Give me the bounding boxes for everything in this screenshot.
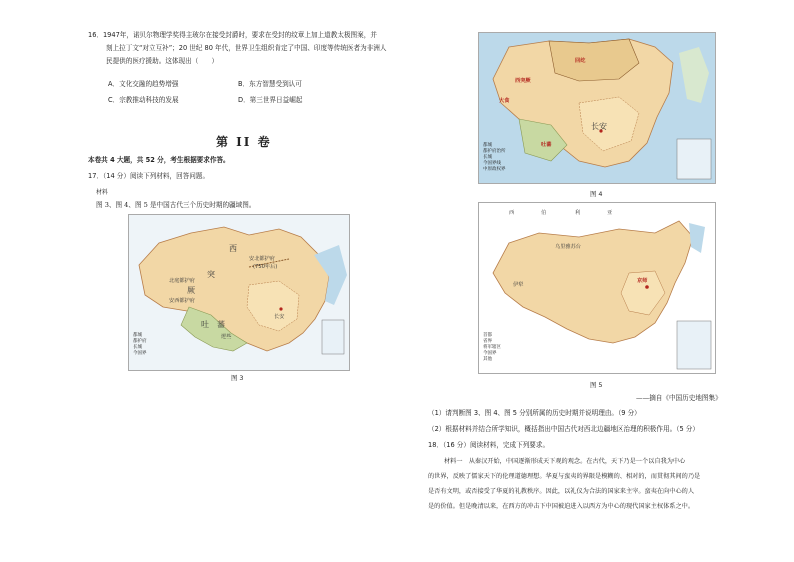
fig5-label-bo: 伯 (541, 210, 547, 216)
q18-para-line: 的世界，反映了儒家天下的伦理道德理想。华夏与蛮夷的界限是模糊的、相对的，而贯彻其间的乃是 (428, 473, 701, 480)
q16-option-d: D．第三世界日益崛起 (238, 96, 303, 104)
q16-line2: 刻上拉丁文“对立互补”；20 世纪 80 年代，世界卫生组织肯定了中国、印度等传统医者为非洲人 (106, 44, 387, 52)
q18-para-line: 是的价值。但是晚清以来，在西方的冲击下中国被迫进入以西方为中心的现代国家主权体系之中。 (428, 503, 695, 510)
fig4-label-dashi: 大食 (499, 98, 510, 104)
fig4-legend-item: 长城 (483, 155, 492, 160)
fig5-legend-item: 将军辖区 (483, 345, 501, 350)
section-instructions: 本卷共 4 大题，共 52 分，考生根据要求作答。 (88, 156, 230, 164)
fig5-caption: 图 5 (590, 381, 603, 389)
q17-sub2: （2）根据材料并结合所学知识，概括指出中国古代对西北边疆地区治理的积极作用。（5 分） (428, 425, 699, 433)
fig5-legend-item: 首都 (483, 333, 492, 338)
fig3-label-changan: 长安 (274, 314, 285, 320)
fig4-legend-item: 中原政权界 (483, 167, 506, 172)
q17-source: ——摘自《中国历史地图集》 (636, 394, 722, 402)
fig3-label-luoxie: 逻些 (221, 334, 232, 340)
fig4-label-west-turk: 西突厥 (515, 78, 531, 84)
fig3-caption: 图 3 (231, 374, 244, 382)
q16-option-b: B．东方智慧受到认可 (238, 80, 302, 88)
fig3-label-anxi: 安西都护府 (169, 298, 195, 304)
q16-option-c: C．宗教推动科技的发展 (108, 96, 179, 104)
fig5-legend (483, 333, 501, 363)
fig3-label-beiting: 北庭都护府 (169, 278, 195, 284)
q18-stem: 18．（16 分）阅读材料，完成下列要求。 (428, 441, 550, 449)
q16-line1: 16．1947年，诺贝尔物理学奖得主玻尔在接受封爵时，要求在受封的纹章上加上道教太极图案，并 (88, 31, 377, 39)
fig3-legend-item: 今国界 (133, 351, 147, 356)
fig3-legend-item: 都护府 (133, 339, 147, 344)
map-figure-5-svg (479, 203, 715, 373)
q16-line3: 民提供的医疗援助。这体现出（ ） (106, 57, 219, 65)
fig4-label-tubo: 吐蕃 (541, 142, 552, 148)
fig5-label-uliastai: 乌里雅苏台 (555, 244, 581, 250)
fig3-label-anbei: 安北都护府 (249, 256, 275, 262)
fig4-legend-item: 都护府治所 (483, 149, 506, 154)
fig4-caption: 图 4 (590, 190, 603, 198)
q17-material-label: 材料 (96, 189, 109, 196)
section-title: 第 II 卷 (216, 135, 272, 149)
map-figure-4 (478, 32, 716, 184)
fig3-label-jue: 厥 (187, 286, 195, 295)
fig5-label-li: 利 (575, 210, 581, 216)
fig3-label-tubo: 吐 蕃 (201, 320, 225, 329)
q18-para-line: 是否有文明，或否接受了华夏的礼教秩序。因此，以礼仪为合法的国家来主宰。蛮夷在向中心的人 (428, 488, 695, 495)
q18-para-line: 材料一 从秦汉开始，中国逐渐形成天下观的观念。在古代，天下乃是一个以自我为中心 (444, 458, 686, 465)
fig5-label-ili: 伊犁 (513, 282, 524, 288)
fig3-label-year: (750年后) (253, 264, 278, 270)
q16-option-a: A．文化交融的趋势增强 (108, 80, 179, 88)
fig3-label-west: 西 (229, 244, 237, 253)
fig3-legend-item: 都城 (133, 333, 142, 338)
fig3-legend (133, 333, 147, 357)
map-figure-5 (478, 202, 716, 374)
map-figure-3 (128, 214, 350, 371)
fig3-legend-item: 长城 (133, 345, 142, 350)
fig5-legend-item: 今国界 (483, 351, 497, 356)
map-figure-4-svg (479, 33, 715, 183)
map-figure-3-svg (129, 215, 349, 370)
fig5-legend-item: 省界 (483, 339, 492, 344)
fig4-label-changan: 长安 (591, 122, 607, 131)
fig5-legend-item: 其他 (483, 357, 492, 362)
fig3-label-tu: 突 (207, 270, 215, 279)
fig4-legend-item: 都城 (483, 143, 492, 148)
q17-material-text: 图 3、图 4、图 5 是中国古代三个历史时期的疆域图。 (96, 201, 256, 209)
q17-sub1: （1）请判断图 3、图 4、图 5 分别所属的历史时期并说明理由。（9 分） (428, 409, 641, 417)
q17-stem: 17．（14 分）阅读下列材料，回答问题。 (88, 172, 210, 180)
fig4-label-huihe: 回纥 (575, 58, 586, 64)
fig5-label-ya: 亚 (607, 210, 613, 216)
fig5-label-capital: 京师 (637, 278, 648, 284)
fig4-legend-item: 今国界线 (483, 161, 501, 166)
fig4-legend (483, 143, 506, 173)
fig5-label-xi: 西 (509, 210, 515, 216)
